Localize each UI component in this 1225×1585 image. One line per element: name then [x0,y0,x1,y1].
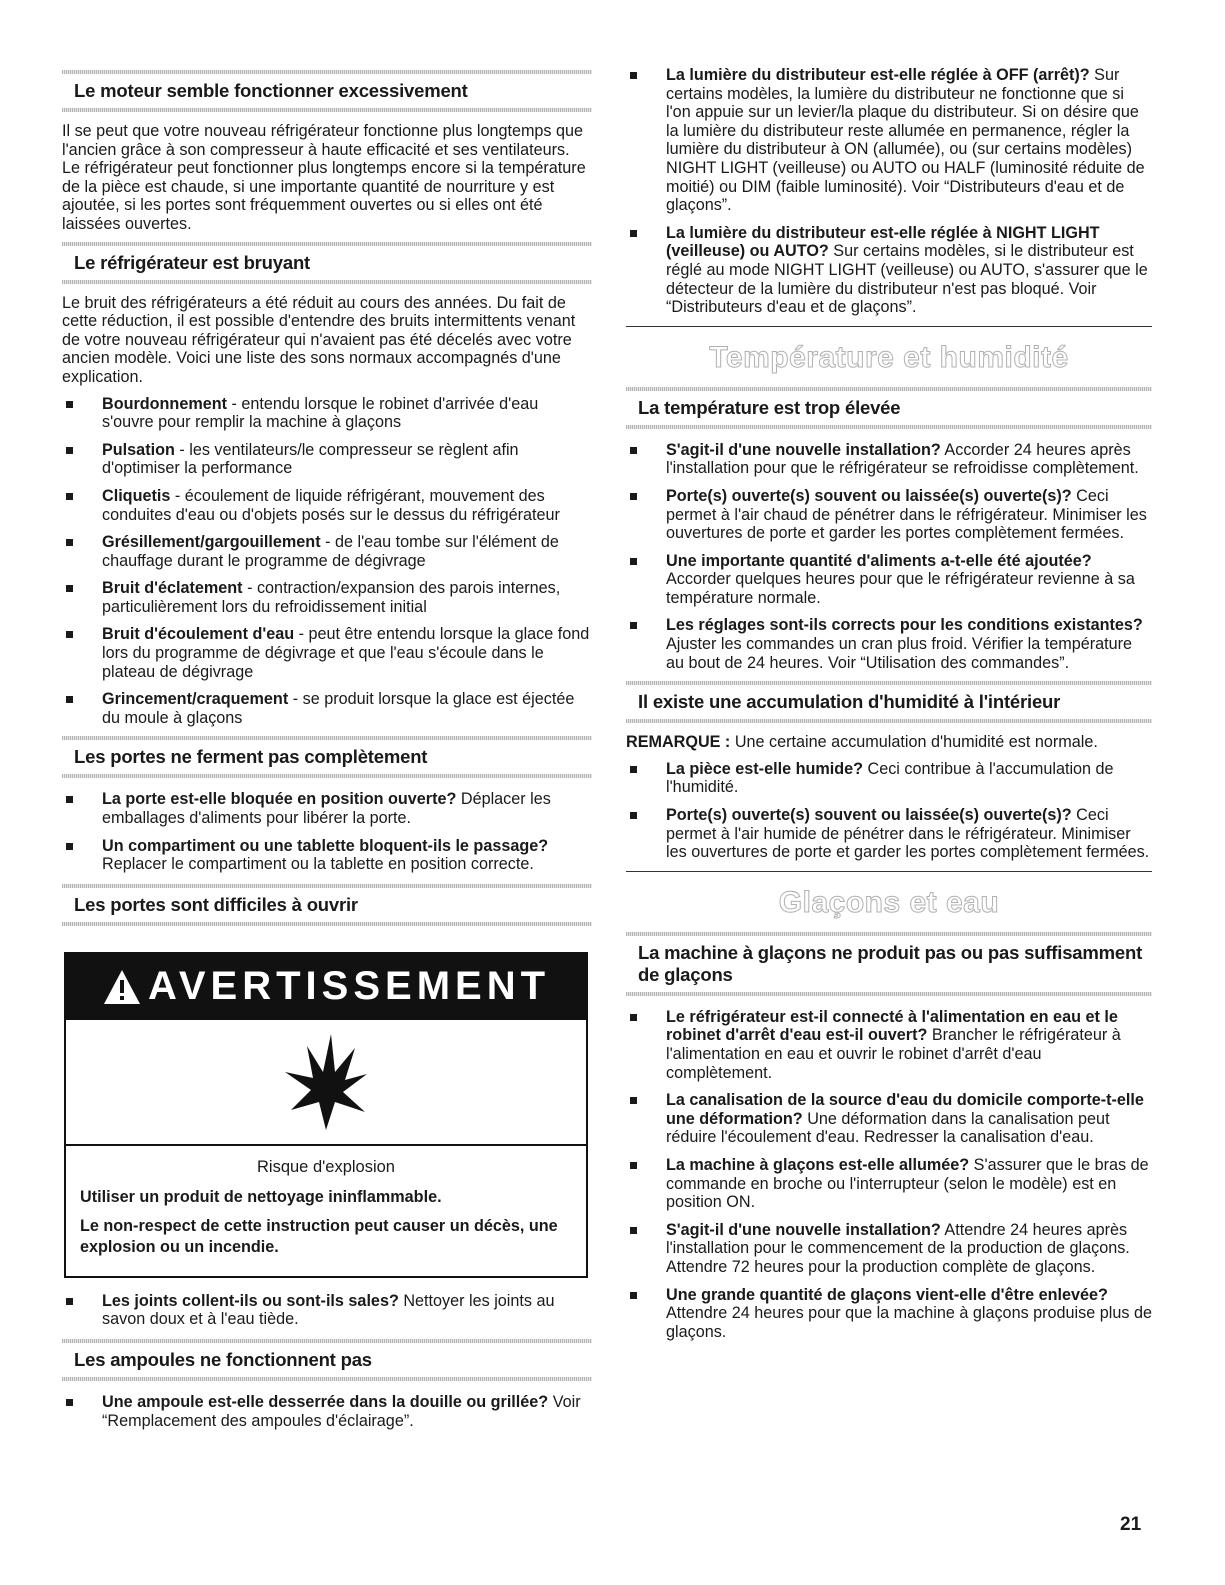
section-doors-close [62,736,592,873]
section-humidity [626,681,1152,862]
list-item: S'agit-il d'une nouvelle installation? Accorder 24 heures après l'installation pour que le réfrigérateur se refroidisse complètement. [626,441,1152,478]
list-item: La porte est-elle bloquée en position ouverte? Déplacer les emballages d'aliments pour libérer la porte. [62,790,592,827]
item-list [62,1393,592,1430]
item-list [626,66,1152,317]
list-item: Le réfrigérateur est-il connecté à l'alimentation en eau et le robinet d'arrêt d'eau est-il ouvert? Brancher le réfrigérateur à l'alimentation en eau et ouvrir le robinet d'arrêt d'eau complètement. [626,1008,1152,1082]
section-heading: Le réfrigérateur est bruyant [74,251,311,273]
item-list [626,441,1152,673]
list-item: La canalisation de la source d'eau du domicile comporte-t-elle une déformation? Une déformation dans la canalisation peut réduire l'écoulement d'eau. Redresser la canalisation d'eau. [626,1091,1152,1147]
warning-label: AVERTISSEMENT [147,964,551,1009]
warning-title: Risque d'explosion [257,1157,395,1176]
section-heading: Les ampoules ne fonctionnent pas [74,1349,372,1370]
section-body: Le bruit des réfrigérateurs a été réduit au cours des années. Du fait de cette réduction, il est possible d'entendre des bruits intermittents venant de votre nouveau réfrigérateur qui n'avaient pas été décelés avec votre ancien modèle. Voici une liste des sons normaux accompagnés d'une explication. [62,293,576,386]
category-temperature [626,326,1152,385]
list-item: S'agit-il d'une nouvelle installation? Attendre 24 heures après l'installation pour le commencement de la production de glaçons. Attendre 72 heures pour la production complète de glaçons. [626,1221,1152,1277]
list-item: Les joints collent-ils ou sont-ils sales? Nettoyer les joints au savon doux et à l'eau tiède. [62,1292,592,1329]
section-motor [62,70,592,234]
warning-text [66,1146,586,1276]
item-list [62,790,592,873]
section-heading: La température est trop élevée [638,396,901,418]
list-item: Les réglages sont-ils corrects pour les conditions existantes? Ajuster les commandes un cran plus froid. Vérifier la température au bout de 24 heures. Voir “Utilisation des commandes”. [626,616,1152,672]
list-item: La machine à glaçons est-elle allumée? S'assurer que le bras de commande en broche ou l'interrupteur (selon le modèle) est en position ON. [626,1156,1152,1212]
section-heading: Il existe une accumulation d'humidité à l'intérieur [638,691,1061,713]
list-item: Grincement/craquement - se produit lorsque la glace est éjectée du moule à glaçons [62,690,592,727]
list-item: Une importante quantité d'aliments a-t-elle été ajoutée? Accorder quelques heures pour que le réfrigérateur revienne à sa température normale. [626,552,1152,608]
list-item: Porte(s) ouverte(s) souvent ou laissée(s) ouverte(s)? Ceci permet à l'air humide de pénétrer dans le réfrigérateur. Minimiser les ouvertures de porte et garder les portes complètement fermées. [626,806,1152,862]
list-item: Grésillement/gargouillement - de l'eau tombe sur l'élément de chauffage durant le programme de dégivrage [62,533,592,570]
list-item: La pièce est-elle humide? Ceci contribue à l'accumulation de l'humidité. [626,760,1152,797]
section-doors-open [62,884,592,1329]
divider [626,992,1152,996]
category-title: Température et humidité [709,340,1069,374]
left-column [62,68,592,1439]
list-item: Bruit d'écoulement d'eau - peut être entendu lorsque la glace fond lors du programme de dégivrage et que l'eau s'écoule dans le plateau de dégivrage [62,625,592,681]
divider [62,922,592,926]
divider [62,280,592,284]
section-body: Il se peut que votre nouveau réfrigérateur fonctionne plus longtemps que l'ancien grâce à son compresseur à haute efficacité et ses ventilateurs. Le réfrigérateur peut fonctionner plus longtemps encore si la température de la pièce est chaude, si une importante quantité de nourriture y est ajoutée, si les portes sont fréquemment ouvertes ou si elles ont été laissées ouvertes. [62,122,586,233]
divider [626,719,1152,723]
list-item: Porte(s) ouverte(s) souvent ou laissée(s) ouverte(s)? Ceci permet à l'air chaud de pénétrer dans le réfrigérateur. Minimiser les ouvertures de porte et garder les portes complètement fermées. [626,487,1152,543]
warning-header [66,954,586,1020]
list-item: La lumière du distributeur est-elle réglée à OFF (arrêt)? Sur certains modèles, la lumière du distributeur ne fonctionne que si l'on appuie sur un levier/la plaque du distributeur. Si on désire que la lumière du distributeur reste allumée en permanence, régler la lumière du distributeur à ON (allumée), ou (sur certains modèles) NIGHT LIGHT (veilleuse) ou AUTO ou HALF (luminosité réduite de moitié) ou DIM (faible luminosité). Voir “Distributeurs d'eau et de glaçons”. [626,66,1152,215]
section-noisy [62,242,592,728]
divider [62,108,592,112]
section-heading: Les portes ne ferment pas complètement [74,746,428,768]
list-item: Bourdonnement - entendu lorsque le robinet d'arrivée d'eau s'ouvre pour remplir la machine à glaçons [62,395,592,432]
list-item: Cliquetis - écoulement de liquide réfrigérant, mouvement des conduites d'eau ou d'objets posés sur le dessus du réfrigérateur [62,487,592,524]
warning-triangle-icon [102,968,142,1006]
warning-line: Utiliser un produit de nettoyage ininflammable. [80,1187,442,1206]
list-item: Un compartiment ou une tablette bloquent-ils le passage? Replacer le compartiment ou la tablette en position correcte. [62,837,592,874]
divider [626,425,1152,429]
divider [62,774,592,778]
item-list [62,395,592,728]
list-item: Une grande quantité de glaçons vient-elle d'être enlevée? Attendre 24 heures pour que la machine à glaçons produise plus de glaçons. [626,1286,1152,1342]
right-column [626,66,1152,1350]
item-list [626,760,1152,862]
divider [62,1377,592,1381]
category-title: Glaçons et eau [778,885,1000,919]
section-bulbs [62,1339,592,1430]
item-list [62,1292,592,1329]
section-ice-maker [626,932,1152,1342]
list-item: Bruit d'éclatement - contraction/expansion des parois internes, particulièrement lors du refroidissement initial [62,579,592,616]
page-number: 21 [1120,1514,1142,1535]
section-heading: Le moteur semble fonctionner excessivement [74,80,468,101]
explosion-icon [281,1032,371,1132]
section-heading: Les portes sont difficiles à ouvrir [74,893,358,915]
warning-line: Le non-respect de cette instruction peut causer un décès, une explosion ou un incendie. [80,1216,558,1256]
section-temperature [626,387,1152,673]
list-item: La lumière du distributeur est-elle réglée à NIGHT LIGHT (veilleuse) ou AUTO? Sur certains modèles, si le distributeur est réglé au mode NIGHT LIGHT (veilleuse) ou AUTO, s'assurer que le détecteur de la lumière du distributeur n'est pas bloqué. Voir “Distributeurs d'eau et de glaçons”. [626,224,1152,317]
list-item: Une ampoule est-elle desserrée dans la douille ou grillée? Voir “Remplacement des ampoules d'éclairage”. [62,1393,592,1430]
warning-pictogram [66,1020,586,1146]
warning-box [64,952,588,1278]
note: REMARQUE : Une certaine accumulation d'humidité est normale. [626,733,1098,752]
item-list [626,1008,1152,1342]
section-heading: La machine à glaçons ne produit pas ou pas suffisamment de glaçons [638,941,1143,985]
list-item: Pulsation - les ventilateurs/le compresseur se règlent afin d'optimiser la performance [62,441,592,478]
category-ice-water [626,871,1152,930]
